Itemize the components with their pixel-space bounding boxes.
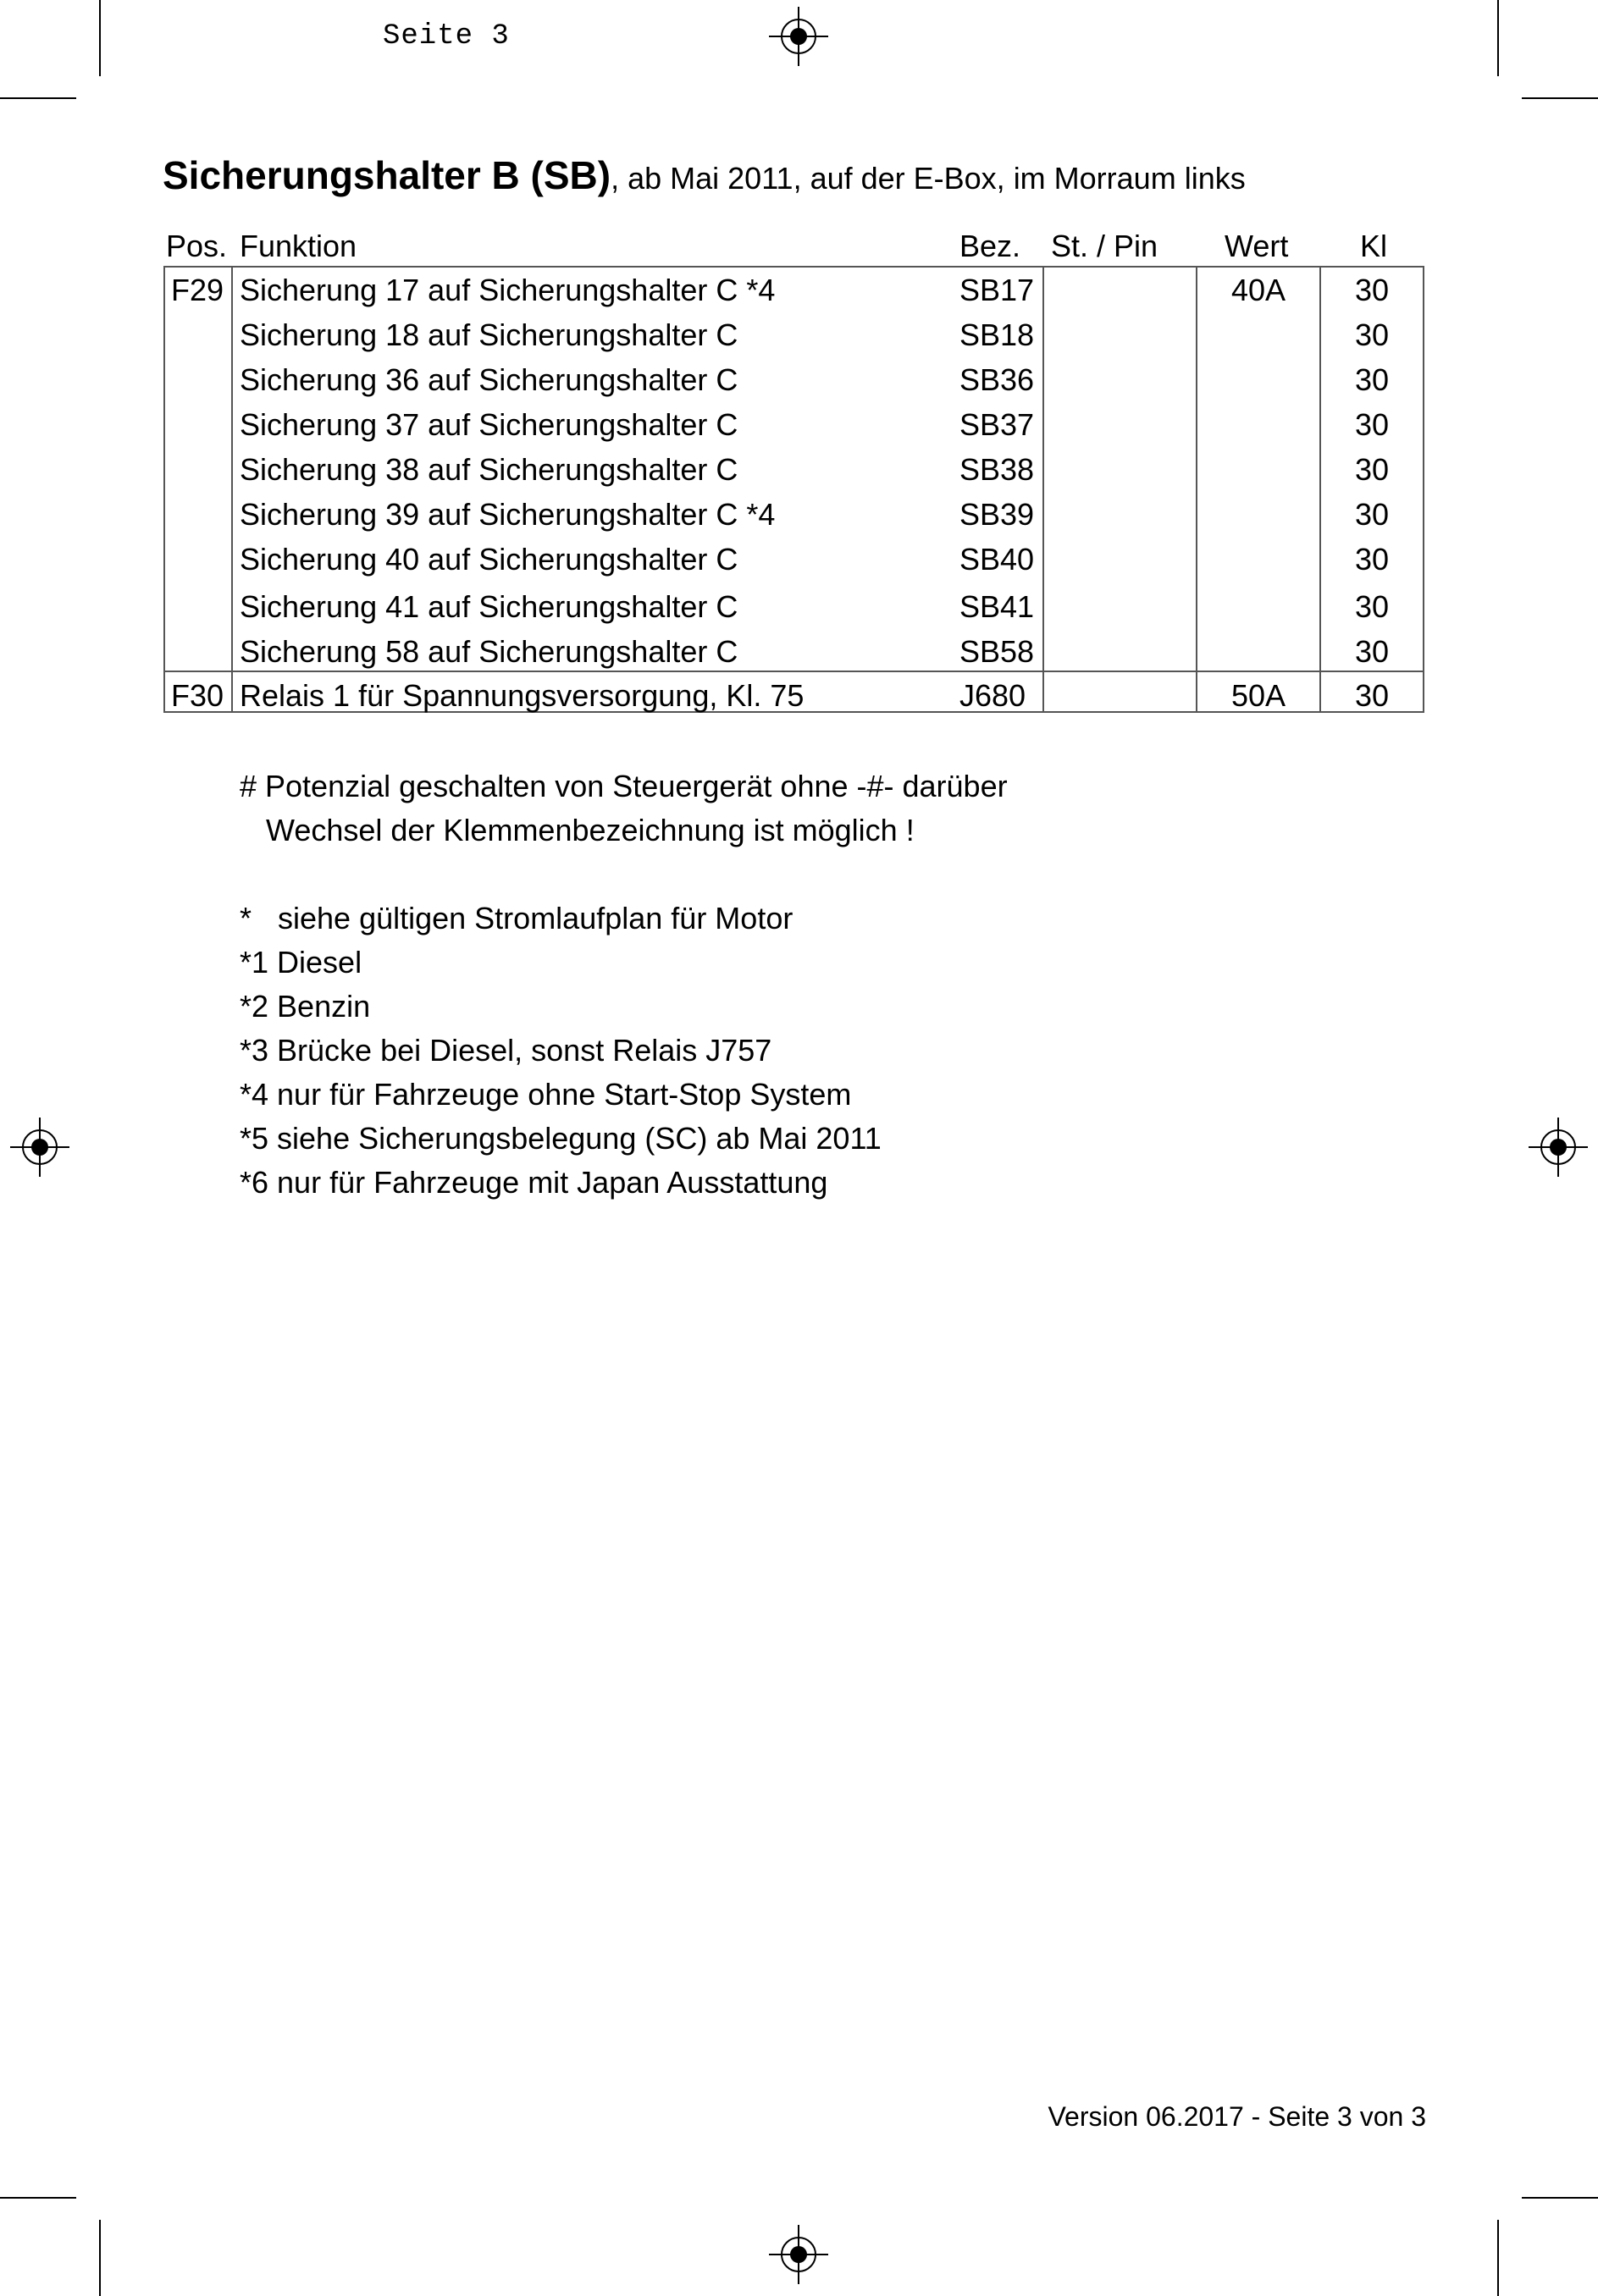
column-header-bez: Bez.	[959, 229, 1021, 263]
column-header-pos: Pos.	[166, 229, 228, 263]
title-main: Sicherungshalter B (SB)	[163, 153, 611, 197]
note-item: *6 nur für Fahrzeuge mit Japan Ausstattung	[240, 1165, 828, 1200]
table-cell-kl: 30	[1354, 362, 1390, 397]
column-header-funktion: Funktion	[240, 229, 357, 263]
table-cell-funktion: Sicherung 58 auf Sicherungshalter C	[240, 634, 738, 669]
table-cell-funktion: Sicherung 41 auf Sicherungshalter C	[240, 589, 738, 624]
registration-mark-icon	[1529, 1118, 1588, 1177]
table-divider	[231, 266, 233, 713]
crop-mark	[0, 97, 76, 99]
table-cell-bez: SB17	[959, 273, 1035, 307]
table-cell-bez: SB36	[959, 362, 1035, 397]
footer-version: Version 06.2017 - Seite 3 von 3	[1048, 2101, 1426, 2132]
table-cell-bez: SB18	[959, 317, 1035, 352]
table-cell-funktion: Sicherung 18 auf Sicherungshalter C	[240, 317, 738, 352]
table-cell-funktion: Sicherung 17 auf Sicherungshalter C *4	[240, 273, 776, 307]
crop-mark	[99, 2220, 101, 2296]
table-cell-bez: SB41	[959, 589, 1035, 624]
table-divider	[1196, 266, 1197, 713]
table-cell-kl: 30	[1354, 542, 1390, 577]
table-cell-funktion: Sicherung 39 auf Sicherungshalter C *4	[240, 497, 776, 532]
table-cell-bez: SB40	[959, 542, 1035, 577]
crop-mark	[1522, 97, 1598, 99]
note-hash-line: Wechsel der Klemmenbezeichnung ist möglich !	[266, 813, 915, 847]
column-header-kl: Kl	[1360, 229, 1388, 263]
table-divider	[163, 671, 1424, 672]
crop-mark	[1497, 2220, 1499, 2296]
column-header-wert: Wert	[1225, 229, 1289, 263]
crop-mark	[1497, 0, 1499, 76]
column-header-st-pin: St. / Pin	[1051, 229, 1158, 263]
table-cell-kl: 30	[1354, 317, 1390, 352]
page-title	[163, 152, 1246, 198]
table-cell-wert: 50A	[1230, 678, 1286, 713]
table-cell-funktion: Sicherung 36 auf Sicherungshalter C	[240, 362, 738, 397]
table-cell-kl: 30	[1354, 452, 1390, 487]
crop-mark	[1522, 2197, 1598, 2199]
note-item: *4 nur für Fahrzeuge ohne Start-Stop System	[240, 1077, 852, 1112]
note-hash-line: # Potenzial geschalten von Steuergerät ohne -#- darüber	[240, 769, 1008, 803]
note-star-mark: *	[240, 901, 252, 936]
note-item: *5 siehe Sicherungsbelegung (SC) ab Mai 2011	[240, 1121, 882, 1156]
page-header-label: Seite 3	[383, 20, 510, 52]
table-cell-funktion: Relais 1 für Spannungsversorgung, Kl. 75	[240, 678, 805, 713]
table-cell-kl: 30	[1354, 273, 1390, 307]
registration-mark-icon	[769, 2225, 828, 2284]
registration-mark-icon	[769, 7, 828, 66]
table-cell-pos: F29	[171, 273, 224, 307]
registration-mark-icon	[10, 1118, 69, 1177]
table-cell-kl: 30	[1354, 497, 1390, 532]
table-divider	[1042, 266, 1044, 713]
note-item: *3 Brücke bei Diesel, sonst Relais J757	[240, 1033, 772, 1068]
table-cell-wert: 40A	[1230, 273, 1286, 307]
note-item: *1 Diesel	[240, 945, 362, 980]
crop-mark	[99, 0, 101, 76]
table-cell-kl: 30	[1354, 678, 1390, 713]
table-cell-funktion: Sicherung 38 auf Sicherungshalter C	[240, 452, 738, 487]
table-cell-bez: SB58	[959, 634, 1035, 669]
table-cell-bez: J680	[959, 678, 1026, 713]
note-item: *2 Benzin	[240, 989, 371, 1024]
table-cell-kl: 30	[1354, 407, 1390, 442]
table-cell-funktion: Sicherung 40 auf Sicherungshalter C	[240, 542, 738, 577]
table-cell-bez: SB37	[959, 407, 1035, 442]
table-cell-funktion: Sicherung 37 auf Sicherungshalter C	[240, 407, 738, 442]
table-cell-bez: SB38	[959, 452, 1035, 487]
note-star-text: siehe gültigen Stromlaufplan für Motor	[278, 901, 793, 936]
table-cell-kl: 30	[1354, 589, 1390, 624]
table-cell-pos: F30	[171, 678, 224, 713]
title-subtitle: , ab Mai 2011, auf der E-Box, im Morraum links	[611, 161, 1246, 196]
table-cell-bez: SB39	[959, 497, 1035, 532]
table-cell-kl: 30	[1354, 634, 1390, 669]
crop-mark	[0, 2197, 76, 2199]
